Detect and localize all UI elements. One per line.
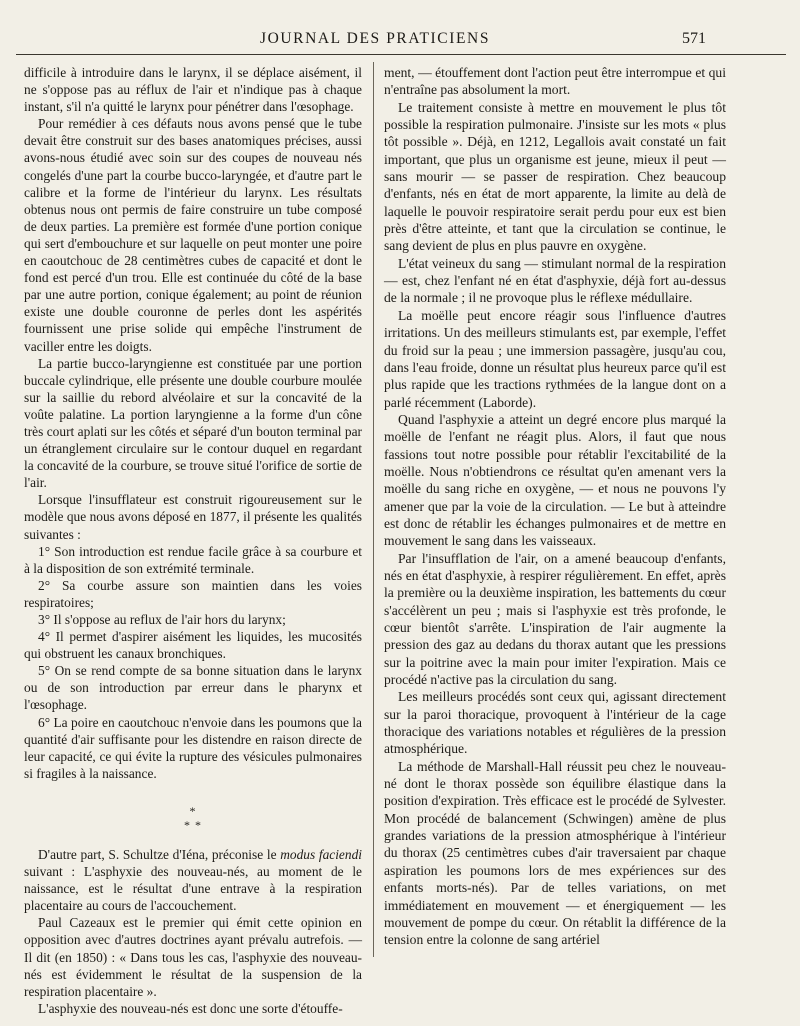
paragraph [24,846,362,914]
page-header [0,30,800,52]
paragraph: ment, — étouffement dont l'action peut être interrompue et qui n'entraîne pas absolument la mort. [384,65,726,98]
paragraph: Par l'insufflation de l'air, on a amené beaucoup d'enfants, nés en état d'asphyxie, à respirer régulièrement. En effet, après la première ou la deuxième inspiration, les battements du cœur s'accélèrent un peu ; mais si l'asphyxie est très profonde, le cœur bientôt s'arrête. L'inspiration de l'air augmente la pression des gaz au dedans du thorax autant que les pressions sur la poitrine avec la main pour imiter l'expiration. Mais ce procédé n'active pas la circulation du sang. [384,550,726,688]
paragraph: Pour remédier à ces défauts nous avons pensé que le tube devait être construit sur des bases anatomiques précises, aussi avons-nous étudié avec soin sur des coupes de nouveau nés congelés d'une part la courbe bucco-laryngée, et d'autre part le calibre et la forme de l'intérieur du larynx. Les résultats obtenus nous ont permis de faire construire un tube composé de deux parties. La première est formée d'une portion conique qui sert d'embouchure et sur laquelle on peut monter une poire en caoutchouc de 28 centimètres cubes de capacité et dont le fond est percé d'un trou. Elle est continuée du côté de la base par une autre portion, conique également; au point de réunion existe une double couronne de perles dont les aspérités fournissent une prise solide qui empêche l'instrument de vaciller entre les doigts. [24,116,362,354]
paragraph: Le traitement consiste à mettre en mouvement le plus tôt possible la respiration pulmonaire. J'insiste sur les mots « plus tôt possible ». Déjà, en 1212, Legallois avait constaté un fait important, que plus un organisme est jeune, mieux il peut — sans mourir — se passer de respiration. Chez beaucoup d'enfants, nés en état de mort apparente, la limite au delà de laquelle le pouvoir respiratoire serait perdu pour eux est bien près d'être atteinte, et tant que la circulation se continue, le sang devient de plus en plus pauvre en oxygène. [384,99,726,254]
list-item: 6° La poire en caoutchouc n'envoie dans les poumons que la quantité d'air suffisante pour les distendre en raison directe de leur capacité, ce qui évite la rupture des vésicules pulmonaires si fragiles à la naissance. [24,714,362,781]
asterism-top: * [189,803,197,818]
paragraph: Paul Cazeaux est le premier qui émit cette opinion en opposition avec d'autres doctrines ayant prévalu autrefois. — Il dit (en 1850) : « Dans tous les cas, l'asphyxie des nouveau-nés est évidemment le résultat de la suspension de la respiration placentaire ». [24,915,362,999]
asterism-bottom: * * [184,817,202,832]
paragraph: difficile à introduire dans le larynx, il se déplace aisément, il ne s'oppose pas au réflux de l'air et n'indique pas à chaque instant, s'il n'a quitté le larynx pour pénétrer dans l'œsophage. [24,65,362,115]
text-run: suivant : L'asphyxie des nouveau-nés, au moment de le naissance, est le résultat d'une entrave à la respiration placentaire au cours de l'accouchement. [24,864,362,914]
text-run: D'autre part, S. Schultze d'Iéna, préconise le [38,846,281,862]
column-divider [373,62,374,957]
paragraph: Les meilleurs procédés sont ceux qui, agissant directement sur la paroi thoracique, provoquent à l'intérieur de la cage thoracique des variations notables et régulières de la pression atmosphérique. [384,689,726,757]
running-title: JOURNAL DES PRATICIENS [259,30,491,47]
paragraph: La méthode de Marshall-Hall réussit peu chez le nouveau-né dont le thorax possède son équilibre élastique dans la position d'expiration. Très efficace est le procédé de Sylvester. Mon procédé de balancement (Schwingen) amène de plus grandes variations de la pression atmosphérique à l'intérieur du thorax (25 centimètres cubes d'air traversaient par chaque aspiration les poumons lors de mes expériences sur des enfants morts-nés). Par de telles variations, on met immédiatement en mouvement — et énergiquement — les mouvement de pompe du cœur. On rétablit la différence de la tension entre la colonne de sang artériel [384,758,726,948]
asterism-separator [24,804,362,832]
paragraph: La moëlle peut encore réagir sous l'influence d'autres irritations. Un des meilleurs stimulants est, par exemple, l'effet du froid sur la peau ; une immersion passagère, jusqu'au cou, dans l'eau froide, donne un résultat plus heureux parce qu'il est plus rapide que les tractions rythmées de la langue dont on a parlé récemment (Laborde). [384,307,726,410]
list-item: 3° Il s'oppose au reflux de l'air hors du larynx; [38,612,286,627]
page-number: 571 [682,30,706,47]
left-column [24,64,362,1017]
paragraph: La partie bucco-laryngienne est constituée par une portion buccale cylindrique, elle présente une double courbure moulée sur la saillie du rebord alvéolaire et sur la concavité de la voûte palatine. La portion laryngienne a la forme d'un cône très court aplati sur les côtés et séparé d'un bouton terminal par un étranglement circulaire sur le contour duquel en regardant la concavité de la courbure, se trouve situé l'orifice de sortie de l'air. [24,355,362,491]
list-item: 5° On se rend compte de sa bonne situation dans le larynx ou de son introduction par erreur dans le pharynx et l'œsophage. [24,663,362,713]
list-item: 4° Il permet d'aspirer aisément les liquides, les mucosités qui obstruent les canaux bronchiques. [24,629,362,662]
paragraph: Quand l'asphyxie a atteint un degré encore plus marqué la moëlle de l'enfant ne réagit plus. Alors, il faut que nous fassions tout notre possible pour rétablir l'excitabilité de la moëlle. Nous n'obtiendrons ce résultat qu'en amenant vers la moëlle du sang riche en oxygène, — et nous ne pouvons l'y amener que par la voie de la circulation. — Le but à atteindre est donc de rétablir les échanges pulmonaires et de mettre en mouvement le sang dans les vaisseaux. [384,411,726,549]
paragraph: L'état veineux du sang — stimulant normal de la respiration — est, chez l'enfant né en état d'asphyxie, déjà fort au-dessus de la normale ; il ne provoque plus le réflexe médullaire. [384,255,726,306]
paragraph: Lorsque l'insufflateur est construit rigoureusement sur le modèle que nous avons déposé en 1877, il présente les qualités suivantes : [24,492,362,542]
header-rule [16,54,786,55]
list-item: 1° Son introduction est rendue facile grâce à sa courbure et à la disposition de son extrémité terminale. [24,543,362,576]
paragraph: L'asphyxie des nouveau-nés est donc une sorte d'étouffe- [38,1000,343,1016]
right-column [384,64,726,949]
italic-term: modus faciendi [280,846,362,862]
list-item: 2° Sa courbe assure son maintien dans les voies respiratoires; [24,577,362,610]
